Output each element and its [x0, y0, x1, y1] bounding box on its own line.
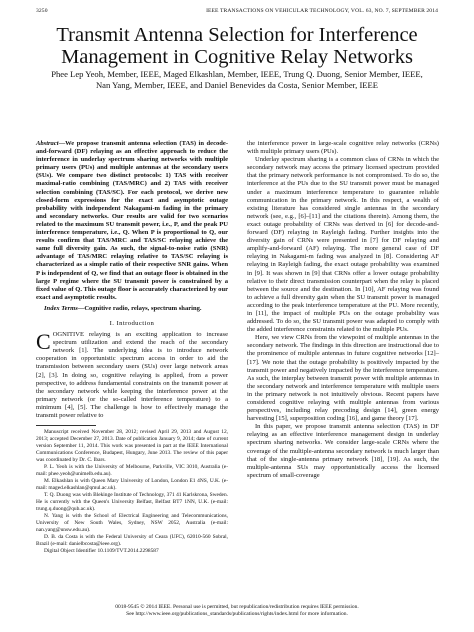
abstract [36, 140, 228, 302]
author-list [40, 69, 434, 90]
footnote-doi: Digital Object Identifier 10.1109/TVT.2014.2298587 [44, 548, 159, 555]
author-line-2: Nan Yang, Member, IEEE, and Daniel Benevides da Costa, Senior Member, IEEE [95, 79, 379, 90]
copyright-line: 0018-9545 © 2014 IEEE. Personal use is permitted, but republication/redistribution requires IEEE permission. [115, 604, 359, 610]
body-paragraph: In this paper, we propose transmit antenna selection (TAS) in DF relaying as an effective interference management design in underlay spectrum sharing networks. We consider large-scale CRNs where the coverage of the multiple-antenna secondary network is much larger than that of the single-antenna primary network [18], [19]. As such, the multiple-antenna SUs may opportunistically access the licensed spectrum of small-coverage [247, 423, 439, 479]
left-column [36, 140, 228, 555]
footnote-author: D. B. da Costa is with the Federal University of Ceara (UFC), 62010-560 Sobral, Brazil (e-mail: danielbcosta@ieee.org). [36, 534, 228, 548]
index-terms-lead: Index Terms [44, 304, 78, 312]
paper-title: Transmit Antenna Selection for Interference Management in Cognitive Relay Networks [56, 24, 418, 68]
footnote-author: M. Elkashlan is with Queen Mary University of London, London E1 4NS, U.K. (e-mail: maged.elkashlan@qmul.ac.uk). [36, 478, 228, 491]
right-column [247, 140, 439, 480]
drop-cap: C [36, 329, 51, 355]
abstract-lead: Abstract [36, 140, 59, 147]
footnote-author: P. L. Yeoh is with the University of Melbourne, Parkville, VIC 3010, Australia (e-mail: phee.yeoh@unimelb.edu.au). [36, 463, 228, 477]
running-header [36, 8, 438, 14]
footnote-rule [36, 425, 96, 426]
abstract-text: —We propose transmit antenna selection (TAS) in decode-and-forward (DF) relaying as an effective approach to reduce the interference in underlay spectrum sharing networks with multiple primary users (PUs) and multiple antennas at the secondary users (SUs). We compare two distinct protocols: 1) TAS with receiver maximal-ratio combining (TAS/MRC) and 2) TAS with receiver selection combining (TAS/SC). For each protocol, we derive new closed-form expressions for the exact and asymptotic outage probability with independent Nakagami-m fading in the primary and secondary networks. Our results are valid for two scenarios related to the maximum SU transmit power, i.e., P, and the peak PU interference temperature, i.e., Q. When P is proportional to Q, our results confirm that TAS/MRC and TAS/SC relaying achieve the same full diversity gain. As such, the signal-to-noise ratio (SNR) advantage of TAS/MRC relaying relative to TAS/SC relaying is characterized as a simple ratio of their respective SNR gains. When P is independent of Q, we find that an outage floor is obtained in the large P regime where the SU transmit power is constrained by a fixed value of Q. This outage floor is accurately characterized by our exact and asymptotic results. [36, 140, 228, 301]
body-paragraph: Here, we view CRNs from the viewpoint of multiple antennas in the secondary network. The findings in this direction are instructional due to the prominence of multiple antennas in future cognitive networks [12]–[17]. We note that the outage probability is positively impacted by the transmit power and negatively impacted by the interference temperature. As such, the interplay between transmit power with multiple antennas in the secondary network and interference temperature with multiple users in the primary network is not intuitively obvious. Recent papers have considered cognitive relaying with multiple antennas from various perspectives, including relay precoding design [14], green energy harvesting [15], superposition coding [16], and game theory [17]. [247, 334, 439, 423]
page-number: 3250 [36, 8, 48, 14]
journal-name: IEEE TRANSACTIONS ON VEHICULAR TECHNOLOGY, VOL. 63, NO. 7, SEPTEMBER 2014 [206, 8, 438, 14]
footnote-manuscript: Manuscript received November 28, 2012; revised April 29, 2013 and August 12, 2013; accepted December 27, 2013. Date of publication January 9, 2014; date of current version September 11, 2014. This work was presented in part at the IEEE International Communications Conference, Budapest, Hungary, June 2013. The review of this paper was coordinated by Dr. C. Ibars. [36, 429, 228, 463]
author-line-1: Phee Lep Yeoh, Member, IEEE, Maged Elkashlan, Member, IEEE, Trung Q. Duong, Senior Member, IEEE, [51, 69, 423, 79]
footnotes [36, 429, 228, 555]
section-heading: I. Introduction [109, 319, 155, 327]
intro-text: OGNITIVE relaying is an exciting application to increase spectrum utilization and extend the reach of the secondary network [1]. The underlying idea is to introduce network cooperation in opportunistic spectrum access in order to aid the transmission between secondary users (SUs) over large network areas [2], [3]. In doing so, cognitive relaying is applied, from a power perspective, to address fundamental constraints on the transmit power at the secondary network while keeping the interference power at the primary network (or the so-called interference temperature) to a minimum [4], [5]. The challenge is how to effectively manage the transmit power relative to [36, 331, 228, 419]
intro-paragraph [36, 331, 228, 420]
index-terms [36, 305, 228, 313]
footnote-author: N. Yang is with the School of Electrical Engineering and Telecommunications, University of New South Wales, Sydney, NSW 2052, Australia (e-mail: nan.yang@unsw.edu.au). [36, 513, 228, 533]
body-paragraph: the interference power in large-scale cognitive relay networks (CRNs) with multiple primary users (PUs). [247, 140, 439, 156]
footnote-author: T. Q. Duong was with Blekinge Institute of Technology, 371 41 Karlskrona, Sweden. He is currently with the Queen's University Belfast, Belfast BT7 1NN, U.K. (e-mail: trung.q.duong@qub.ac.uk). [36, 492, 228, 512]
copyright-footer [36, 604, 438, 618]
index-terms-text: —Cognitive radio, relays, spectrum sharing. [77, 304, 202, 312]
body-paragraph: Underlay spectrum sharing is a common class of CRNs in which the secondary network may access the primary licensed spectrum provided that the primary network performance is not compromised. To do so, the interference at the PUs due to the SU transmit power must be managed under a maximum interference temperature to guarantee reliable communication in the primary network. In this respect, a wealth of existing literature has considered single antennas in the secondary network (see, e.g., [6]–[11] and the citations therein). Among them, the exact outage probability of CRNs was derived in [6] for decode-and-forward (DF) relaying in Rayleigh fading. Further insights into the diversity gain of CRNs were presented in [7] for DF relaying and amplify-and-forward (AF) relaying. The more general case of DF relaying in Nakagami-m fading was analyzed in [8]. Considering AF relaying in Rayleigh fading, the exact outage probability was examined in [9]. It was shown in [9] that CRNs offer a lower outage probability relative to their direct transmission counterpart when the relay is placed between the source and the destination. In [10], AF relaying was found to achieve a full diversity gain when the SU transmit power is managed according to the peak interference temperature at the PU. More recently, in [11], the impact of multiple PUs on the outage probability was addressed. To do so, the SU transmit power was adapted to comply with the added interference constraints related to the multiple PUs. [247, 156, 439, 334]
rights-link-line: See http://www.ieee.org/publications_standards/publications/rights/index.html for more information. [126, 611, 348, 617]
